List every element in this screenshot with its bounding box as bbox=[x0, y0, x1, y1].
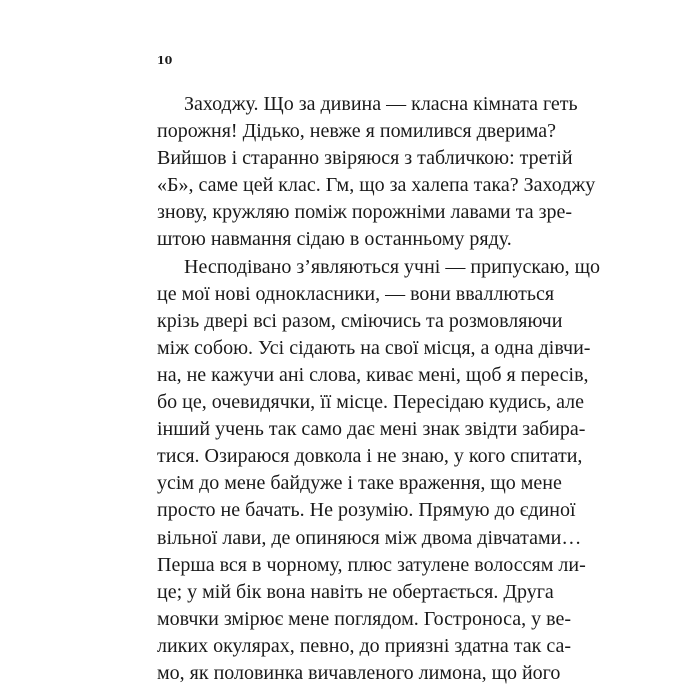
text-line: усім до мене байдуже і таке враження, що мене bbox=[157, 472, 562, 495]
text-line: вільної лави, де опиняюся між двома дівчатами… bbox=[157, 526, 582, 549]
text-line: інший учень так само дає мені знак звідти забира- bbox=[157, 418, 586, 441]
text-line: просто не бачать. Не розумію. Прямую до єдиної bbox=[157, 499, 576, 522]
text-line: «Б», саме цей клас. Гм, що за халепа така? Заходжу bbox=[157, 174, 596, 197]
text-line: Перша вся в чорному, плюс затулене волоссям ли- bbox=[157, 553, 586, 576]
text-line: ликих окулярах, певно, до приязні здатна так са- bbox=[157, 634, 572, 657]
text-line: це; у мій бік вона навіть не обертається. Друга bbox=[157, 580, 554, 603]
text-line: знову, кружляю поміж порожніми лавами та зре- bbox=[157, 201, 573, 224]
text-line: Вийшов і старанно звіряюся з табличкою: третій bbox=[157, 147, 573, 170]
text-line: на, не кажучи ані слова, киває мені, щоб я пересів, bbox=[157, 363, 589, 386]
paragraph-2 bbox=[157, 254, 600, 688]
text-line: штою навмання сідаю в останньому ряду. bbox=[157, 228, 512, 251]
text-line: бо це, очевидячки, її місце. Пересідаю кудись, але bbox=[157, 391, 585, 414]
text-line: Несподівано з’являються учні — припускаю, що bbox=[184, 255, 600, 278]
text-line: мовчки змірює мене поглядом. Гостроноса, у ве- bbox=[157, 607, 572, 630]
paragraph-1 bbox=[157, 91, 596, 254]
text-line: це мої нові однокласники, — вони вваллються bbox=[157, 282, 555, 305]
text-line: крізь двері всі разом, сміючись та розмовляючи bbox=[157, 309, 563, 332]
text-line: тися. Озираюся довкола і не знаю, у кого спитати, bbox=[157, 445, 583, 468]
page-number: 10 bbox=[157, 54, 173, 67]
text-line: Заходжу. Що за дивина — класна кімната геть bbox=[184, 93, 578, 115]
text-line: між собою. Усі сідають на свої місця, а одна дівчи- bbox=[157, 336, 591, 359]
text-line: порожня! Дідько, невже я помилився дверима? bbox=[157, 120, 556, 143]
body-text bbox=[157, 91, 600, 687]
text-line: мо, як половинка вичавленого лимона, що його bbox=[157, 661, 561, 684]
